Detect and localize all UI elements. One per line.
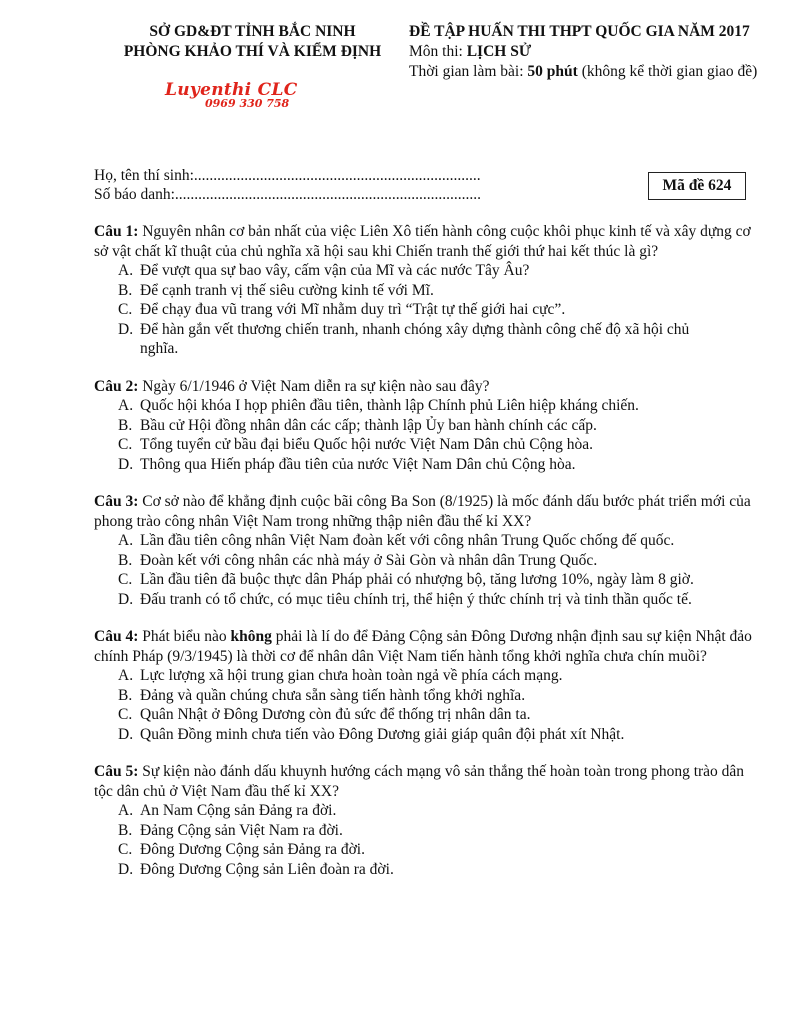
question-text — [94, 222, 754, 261]
option-c — [94, 300, 754, 320]
question-text — [94, 762, 754, 801]
option-letter: D. — [118, 455, 134, 473]
option-a — [94, 531, 754, 551]
option-letter: D. — [118, 320, 134, 338]
question-body: Cơ sở nào để khẳng định cuộc bãi công Ba Son (8/1925) là mốc đánh dấu bước phát triển mới của phong trào công nhân Việt Nam trong những thập niên đầu thế kỉ XX? — [94, 493, 751, 530]
watermark-brand: Luyenthi CLC — [165, 80, 298, 100]
exam-header — [409, 22, 794, 82]
option-text: Đoàn kết với công nhân các nhà máy ở Sài Gòn và nhân dân Trung Quốc. — [140, 551, 598, 569]
candidate-fields — [94, 166, 534, 204]
candidate-id-field: Số báo danh:............................................................................... — [94, 186, 482, 203]
option-letter: B. — [118, 686, 133, 704]
option-letter: A. — [118, 802, 134, 819]
question-body-end: phải là lí do để Đảng Cộng sản Đông Dương nhận định sau sự kiện Nhật đảo chính Pháp (9/3/1945) là thời cơ để nhân dân Việt Nam tiến hành tổng khởi nghĩa chưa chín muồi? — [94, 628, 752, 665]
option-text: Quân Đồng minh chưa tiến vào Đông Dương giải giáp quân đội phát xít Nhật. — [140, 725, 625, 743]
option-c — [94, 570, 754, 590]
subject-line — [409, 42, 794, 62]
question-label: Câu 4: — [94, 628, 139, 645]
department-line-1: SỞ GD&ĐT TỈNH BẮC NINH — [149, 23, 356, 40]
time-label: Thời gian làm bài: — [409, 63, 528, 80]
option-d — [94, 725, 754, 745]
option-text: Quốc hội khóa I họp phiên đầu tiên, thành lập Chính phủ Liên hiệp kháng chiến. — [140, 397, 639, 414]
option-a — [94, 261, 754, 281]
option-c — [94, 705, 754, 725]
option-text: Đông Dương Cộng sản Liên đoàn ra đời. — [140, 860, 394, 878]
option-c — [94, 840, 754, 860]
question-2 — [94, 377, 754, 475]
option-text: Tổng tuyển cử bầu đại biểu Quốc hội nước Việt Nam Dân chủ Cộng hòa. — [140, 436, 593, 453]
question-label: Câu 5: — [94, 763, 139, 780]
question-5 — [94, 762, 754, 879]
option-letter: C. — [118, 571, 133, 588]
option-text: Lần đầu tiên công nhân Việt Nam đoàn kết với công nhân Trung Quốc chống đế quốc. — [140, 532, 675, 549]
watermark-logo — [165, 80, 298, 110]
option-a — [94, 666, 754, 686]
watermark-phone: 0969 330 758 — [205, 97, 290, 110]
option-text: Lực lượng xã hội trung gian chưa hoàn toàn ngả về phía cách mạng. — [140, 667, 563, 684]
option-text: Đảng và quần chúng chưa sẵn sàng tiến hành tổng khởi nghĩa. — [140, 686, 526, 704]
question-3 — [94, 492, 754, 609]
subject-value: LỊCH SỬ — [466, 43, 532, 60]
option-letter: A. — [118, 397, 134, 414]
question-text — [94, 377, 754, 397]
question-emphasis: không — [230, 628, 272, 645]
option-letter: D. — [118, 725, 134, 743]
option-a — [94, 801, 754, 821]
question-label: Câu 3: — [94, 493, 139, 510]
subject-label: Môn thi: — [409, 43, 467, 60]
question-text — [94, 492, 754, 531]
option-letter: D. — [118, 590, 134, 608]
option-b — [94, 686, 754, 706]
option-text: Đảng Cộng sản Việt Nam ra đời. — [140, 821, 343, 839]
time-note: (không kể thời gian giao đề) — [577, 63, 758, 80]
question-label: Câu 1: — [94, 223, 139, 240]
option-text: An Nam Cộng sản Đảng ra đời. — [140, 802, 337, 819]
question-body: Sự kiện nào đánh dấu khuynh hướng cách mạng vô sản thắng thế hoàn toàn trong phong trào dân tộc dân chủ ở Việt Nam đầu thế kỉ XX? — [94, 763, 745, 800]
option-letter: B. — [118, 821, 133, 839]
option-letter: D. — [118, 860, 134, 878]
department-header — [100, 22, 405, 62]
option-letter: C. — [118, 436, 133, 453]
candidate-name-field: Họ, tên thí sinh:.......................................................................... — [94, 167, 481, 184]
option-text: Để vượt qua sự bao vây, cấm vận của Mĩ và các nước Tây Âu? — [140, 262, 530, 279]
question-body-start: Phát biểu nào — [138, 628, 231, 645]
exam-code-box: Mã đề 624 — [648, 172, 746, 200]
question-label: Câu 2: — [94, 377, 139, 395]
question-1 — [94, 222, 754, 359]
option-text: Bầu cử Hội đồng nhân dân các cấp; thành lập Ủy ban hành chính các cấp. — [140, 416, 597, 434]
option-letter: B. — [118, 551, 133, 569]
option-text: Đông Dương Cộng sản Đảng ra đời. — [140, 841, 365, 858]
option-a — [94, 396, 754, 416]
exam-title: ĐỀ TẬP HUẤN THI THPT QUỐC GIA NĂM 2017 — [409, 23, 750, 40]
question-text — [94, 627, 754, 666]
option-text: Để hàn gắn vết thương chiến tranh, nhanh chóng xây dựng thành công chế độ xã hội chủ nghĩa. — [140, 320, 690, 357]
option-c — [94, 435, 754, 455]
time-value: 50 phút — [527, 63, 578, 80]
option-d — [94, 455, 754, 475]
option-letter: C. — [118, 301, 133, 318]
option-letter: B. — [118, 416, 133, 434]
option-d — [94, 590, 754, 610]
question-body: Nguyên nhân cơ bản nhất của việc Liên Xô tiến hành công cuộc khôi phục kinh tế và xây dựng cơ sở vật chất kĩ thuật của chủ nghĩa xã hội sau khi Chiến tranh thế giới thứ hai kết thúc là gì? — [94, 223, 751, 260]
option-text: Để chạy đua vũ trang với Mĩ nhằm duy trì “Trật tự thế giới hai cực”. — [140, 301, 566, 318]
question-list — [94, 222, 754, 897]
option-d — [94, 860, 754, 880]
option-letter: C. — [118, 841, 133, 858]
option-d — [94, 320, 754, 359]
option-b — [94, 551, 754, 571]
option-letter: A. — [118, 262, 134, 279]
department-line-2: PHÒNG KHẢO THÍ VÀ KIỂM ĐỊNH — [123, 43, 382, 60]
option-b — [94, 416, 754, 436]
option-letter: C. — [118, 706, 133, 723]
option-text: Để cạnh tranh vị thế siêu cường kinh tế với Mĩ. — [140, 281, 434, 299]
option-letter: B. — [118, 281, 133, 299]
option-letter: A. — [118, 532, 134, 549]
option-text: Quân Nhật ở Đông Dương còn đủ sức để thống trị nhân dân ta. — [140, 706, 531, 723]
time-line — [409, 62, 794, 82]
option-text: Lần đầu tiên đã buộc thực dân Pháp phải có nhượng bộ, tăng lương 10%, ngày làm 8 giờ. — [140, 571, 694, 588]
question-4 — [94, 627, 754, 744]
question-body: Ngày 6/1/1946 ở Việt Nam diễn ra sự kiện nào sau đây? — [138, 377, 490, 395]
option-b — [94, 821, 754, 841]
option-b — [94, 281, 754, 301]
option-letter: A. — [118, 667, 134, 684]
option-text: Thông qua Hiến pháp đầu tiên của nước Việt Nam Dân chủ Cộng hòa. — [140, 455, 576, 473]
option-text: Đấu tranh có tổ chức, có mục tiêu chính trị, thể hiện ý thức chính trị và tinh thần quốc tế. — [140, 590, 692, 608]
